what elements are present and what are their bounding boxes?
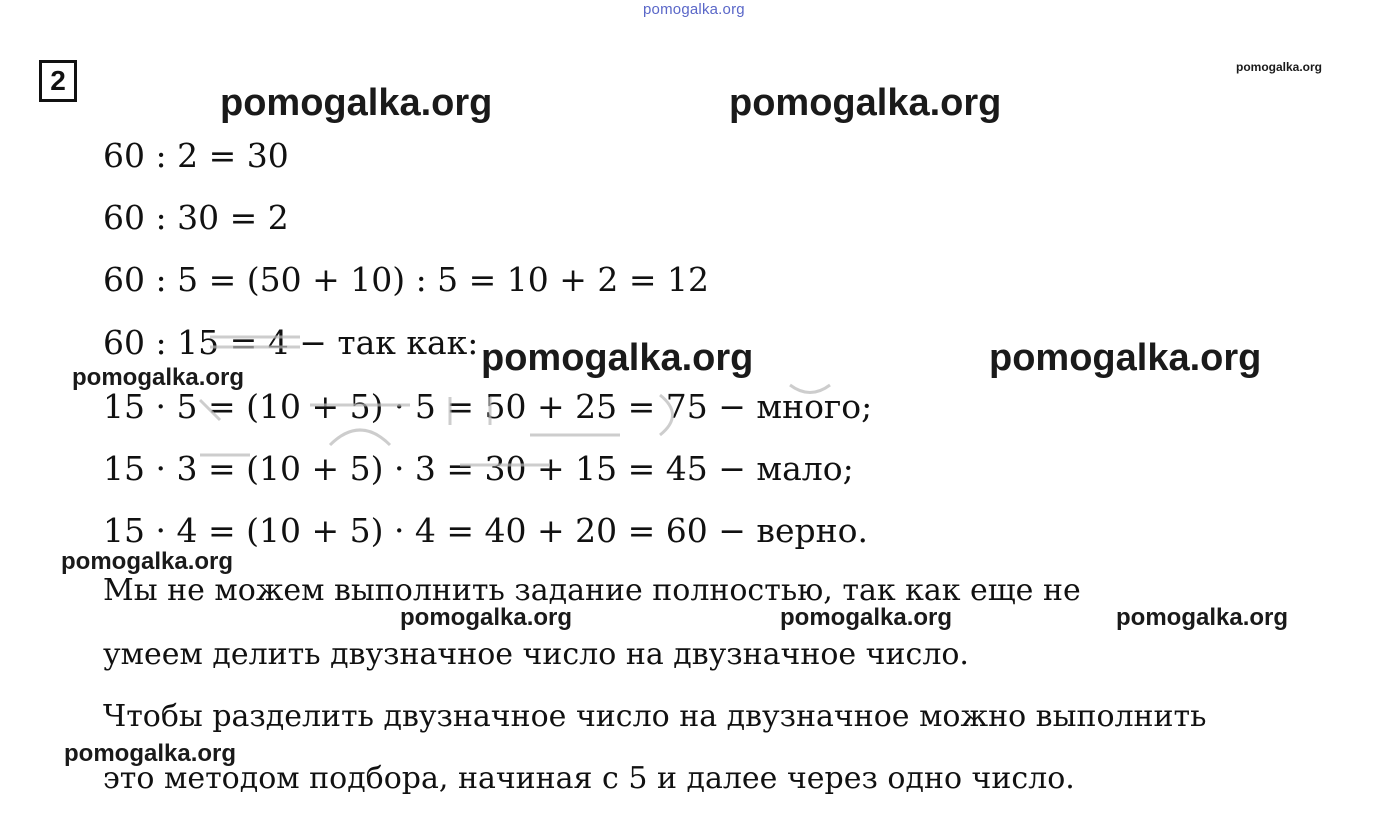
task-number-badge: 2: [39, 60, 77, 102]
watermark-top-right: pomogalka.org: [1236, 60, 1323, 74]
equation-line-2: 60 : 30 = 2: [103, 198, 289, 237]
watermark-row1-left: pomogalka.org: [220, 82, 493, 124]
watermark-row1-right: pomogalka.org: [729, 82, 1002, 124]
watermark-row5-left: pomogalka.org: [64, 740, 237, 767]
top-site-link[interactable]: pomogalka.org: [643, 1, 745, 18]
watermark-row2-left: pomogalka.org: [72, 364, 245, 391]
equation-line-6: 15 · 3 = (10 + 5) · 3 = 30 + 15 = 45 − мало;: [103, 449, 854, 488]
equation-line-4: 60 : 15 = 4 − так как:: [103, 323, 479, 362]
paragraph-1-line-2: умеем делить двузначное число на двузначное число.: [103, 637, 969, 672]
equation-line-7: 15 · 4 = (10 + 5) · 4 = 40 + 20 = 60 − верно.: [103, 511, 868, 550]
watermark-row4-center: pomogalka.org: [780, 604, 953, 631]
paragraph-2-line-1: Чтобы разделить двузначное число на двузначное можно выполнить: [103, 699, 1207, 734]
watermark-row4-right: pomogalka.org: [1116, 604, 1289, 631]
watermark-row2-right: pomogalka.org: [989, 337, 1262, 379]
paragraph-2-line-2: это методом подбора, начиная с 5 и далее через одно число.: [103, 761, 1075, 796]
paragraph-1-line-1: Мы не можем выполнить задание полностью, так как еще не: [103, 573, 1081, 608]
watermark-row4-left: pomogalka.org: [400, 604, 573, 631]
watermark-row2-center: pomogalka.org: [481, 337, 754, 379]
equation-line-1: 60 : 2 = 30: [103, 136, 289, 175]
equation-line-5: 15 · 5 = (10 + 5) · 5 = 50 + 25 = 75 − много;: [103, 387, 873, 426]
watermark-row3-left: pomogalka.org: [61, 548, 234, 575]
equation-line-3: 60 : 5 = (50 + 10) : 5 = 10 + 2 = 12: [103, 260, 710, 299]
